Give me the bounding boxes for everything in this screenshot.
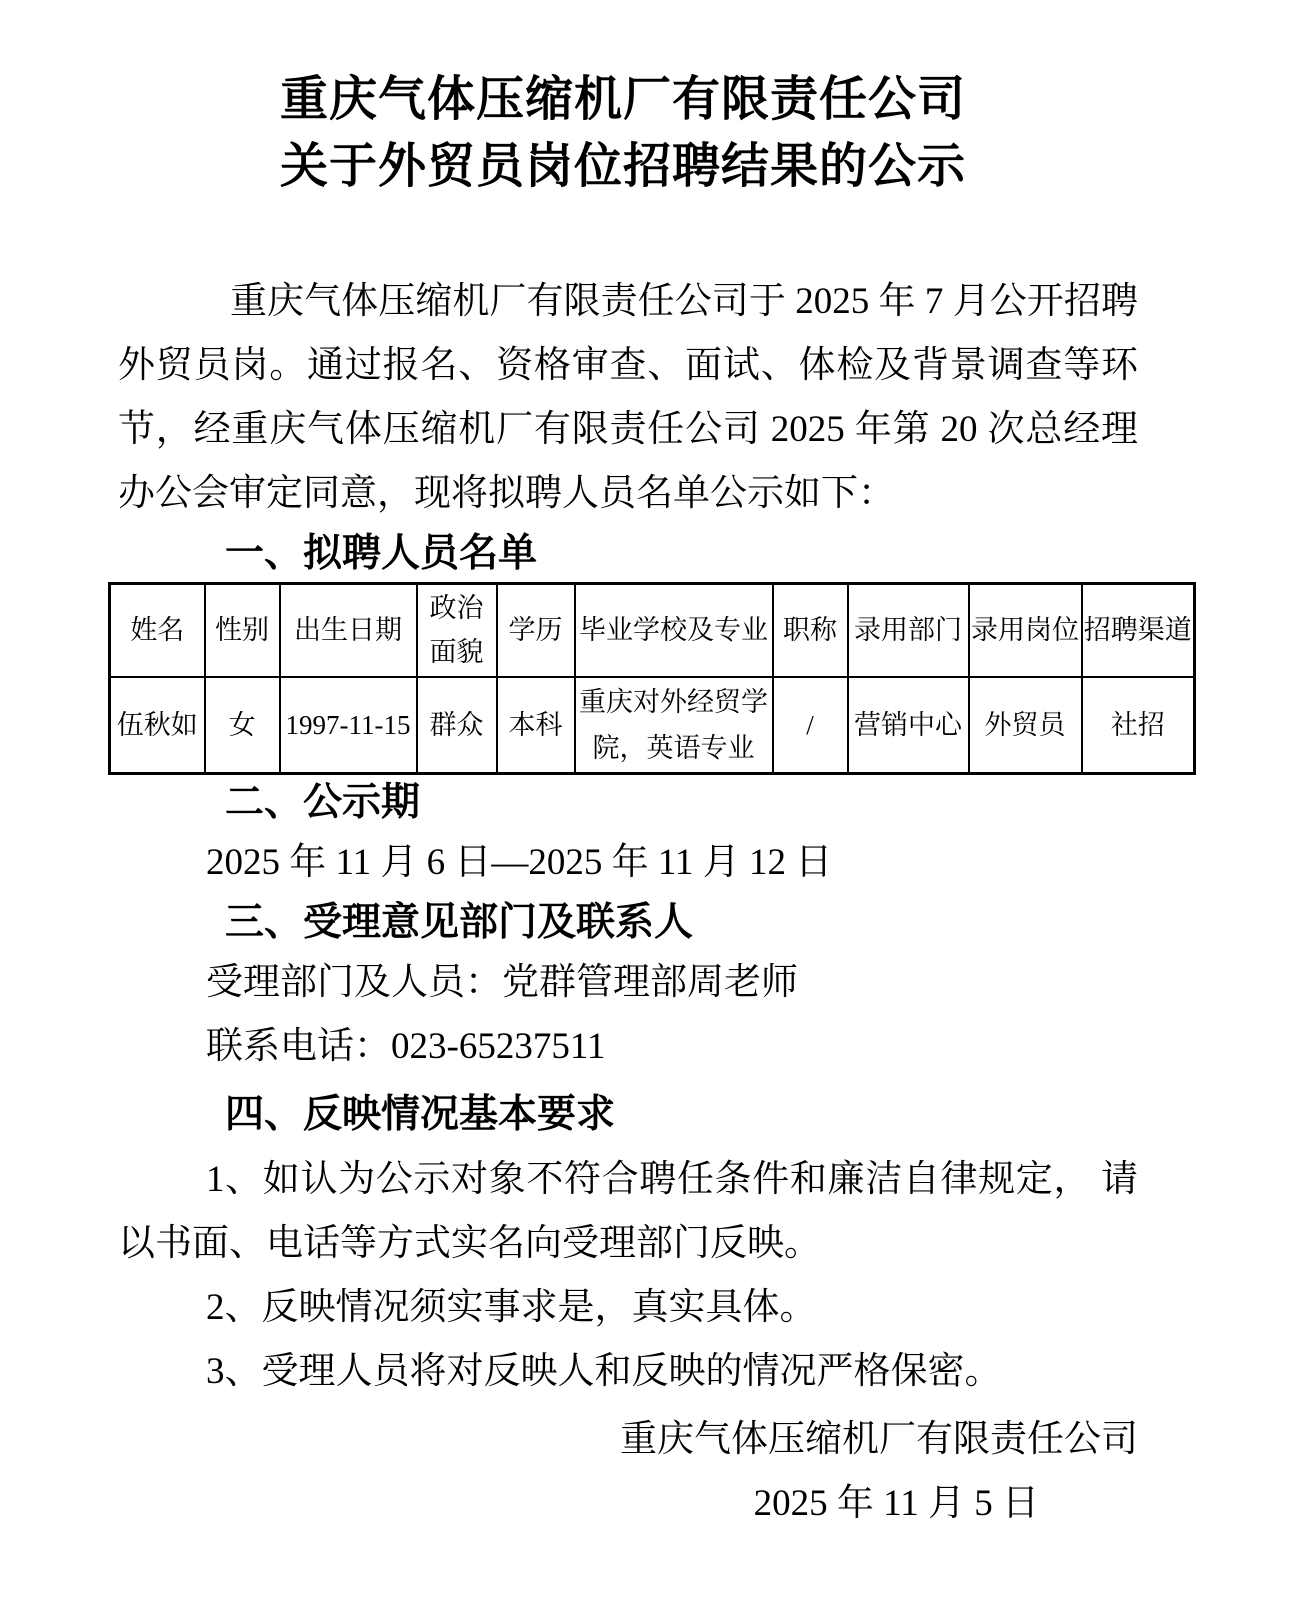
- contact-phone-line: 联系电话：023-65237511: [206, 1026, 606, 1067]
- cell-candidate-school-major: 重庆对外经贸学院，英语专业: [575, 677, 773, 774]
- cell-candidate-professional-title: /: [773, 677, 848, 774]
- cell-candidate-department: 营销中心: [848, 677, 969, 774]
- section-1-heading: 一、拟聘人员名单: [225, 532, 538, 575]
- table-header-education: 学历: [497, 584, 575, 677]
- table-header-professional-title: 职称: [773, 584, 848, 677]
- table-header-name: 姓名: [110, 584, 205, 677]
- cell-candidate-name: 伍秋如: [110, 677, 205, 774]
- table-header-political-status: 政治面貌: [417, 584, 497, 677]
- table-header-department: 录用部门: [848, 584, 969, 677]
- signature-date: 2025 年 11 月 5 日: [753, 1483, 1039, 1524]
- contact-department-line: 受理部门及人员：党群管理部周老师: [206, 962, 798, 1003]
- document-title-line-1: 重庆气体压缩机厂有限责任公司: [279, 73, 966, 126]
- document-title-line-2: 关于外贸员岗位招聘结果的公示: [279, 140, 966, 193]
- section-3-heading: 三、受理意见部门及联系人: [225, 901, 694, 944]
- table-header-school-major: 毕业学校及专业: [575, 584, 773, 677]
- intro-paragraph: 重庆气体压缩机厂有限责任公司于 2025 年 7 月公开招聘外贸员岗。通过报名、资格审查、面试、体检及背景调查等环节，经重庆气体压缩机厂有限责任公司 2025 年第 20 次总经理办公会审定同意，现将拟聘人员名单公示如下：: [118, 281, 1138, 514]
- table-header-recruit-channel: 招聘渠道: [1082, 584, 1195, 677]
- cell-candidate-position: 外贸员: [969, 677, 1082, 774]
- cell-candidate-birth-date: 1997-11-15: [280, 677, 417, 774]
- table-row-candidate: [110, 677, 1195, 774]
- section-2-heading: 二、公示期: [225, 781, 421, 824]
- document-title: [108, 0, 1138, 200]
- hired-candidates-table: [108, 582, 1196, 775]
- table-header-row: [110, 584, 1195, 677]
- publicity-period: 2025 年 11 月 6 日—2025 年 11 月 12 日: [206, 842, 833, 883]
- requirement-item-2: 2、反映情况须实事求是，真实具体。: [206, 1287, 817, 1328]
- cell-candidate-recruit-channel: 社招: [1082, 677, 1195, 774]
- requirement-item-1: 1、如认为公示对象不符合聘任条件和廉洁自律规定， 请以书面、电话等方式实名向受理部门反映。: [118, 1159, 1138, 1264]
- table-header-gender: 性别: [205, 584, 280, 677]
- signature-company: 重庆气体压缩机厂有限责任公司: [620, 1419, 1138, 1460]
- table-header-birth-date: 出生日期: [280, 584, 417, 677]
- section-4-heading: 四、反映情况基本要求: [225, 1093, 616, 1136]
- cell-candidate-gender: 女: [205, 677, 280, 774]
- table-header-position: 录用岗位: [969, 584, 1082, 677]
- cell-candidate-political-status: 群众: [417, 677, 497, 774]
- cell-candidate-education: 本科: [497, 677, 575, 774]
- requirement-item-3: 3、受理人员将对反映人和反映的情况严格保密。: [206, 1351, 1002, 1392]
